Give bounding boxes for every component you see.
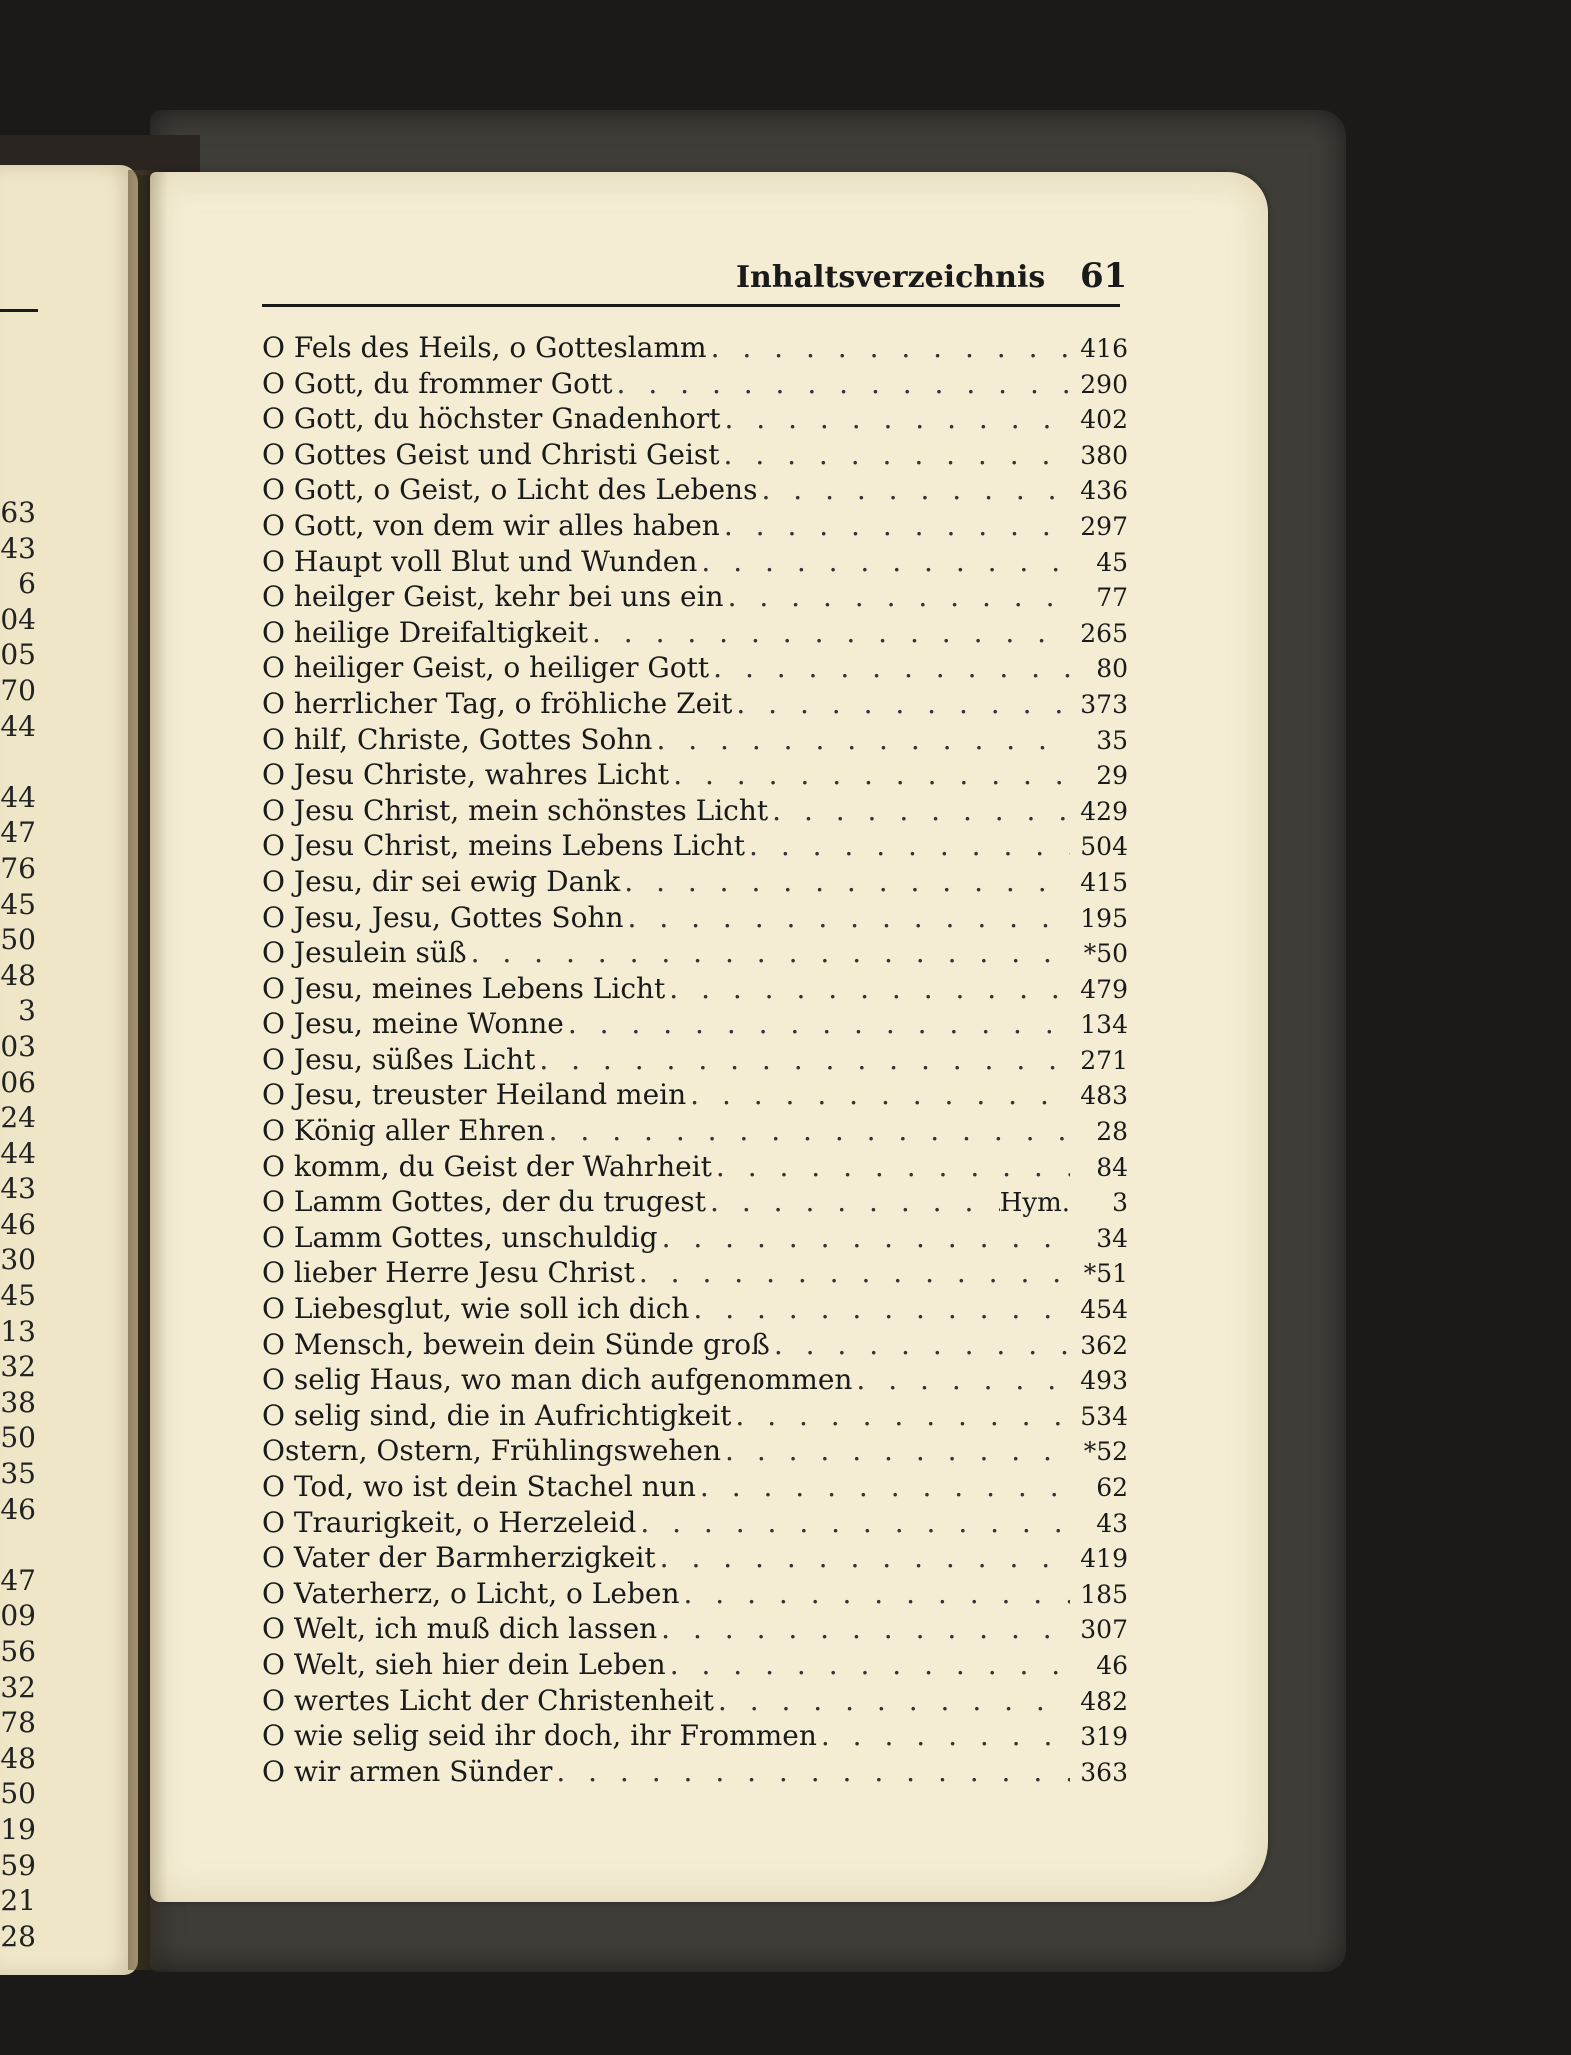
left-page-number: 56 bbox=[0, 1635, 36, 1668]
index-entry bbox=[262, 579, 1128, 615]
left-page-number bbox=[0, 1527, 36, 1563]
entry-hymn-number: 504 bbox=[1080, 832, 1128, 862]
entry-hymn-number: 290 bbox=[1080, 369, 1128, 399]
entry-hymn-number: 84 bbox=[1096, 1152, 1128, 1182]
dot-leader bbox=[757, 472, 1070, 508]
left-page-number: 48 bbox=[0, 1741, 36, 1775]
dot-leader bbox=[707, 330, 1070, 366]
left-page-number: 43 bbox=[0, 1172, 36, 1206]
entry-title: O Vater der Barmherzigkeit bbox=[262, 1541, 656, 1575]
index-entry bbox=[262, 650, 1128, 686]
left-page-number: 13 bbox=[0, 1314, 36, 1348]
index-entry bbox=[262, 615, 1128, 651]
index-entry bbox=[262, 935, 1128, 971]
entry-title: O Jesu, dir sei ewig Dank bbox=[262, 864, 621, 898]
entry-title: O heilger Geist, kehr bei uns ein bbox=[262, 580, 724, 614]
dot-leader bbox=[624, 900, 1070, 936]
index-entry bbox=[262, 544, 1128, 580]
entry-hymn-number: 416 bbox=[1080, 334, 1128, 363]
index-entry bbox=[262, 1149, 1128, 1185]
index-entry bbox=[262, 1576, 1128, 1612]
left-page bbox=[0, 165, 138, 1975]
entry-hymn-number: 380 bbox=[1080, 440, 1128, 470]
dot-leader bbox=[552, 1754, 1070, 1790]
entry-hymn-number: 185 bbox=[1080, 1579, 1128, 1609]
entry-hymn-number: 419 bbox=[1080, 1544, 1128, 1574]
entry-hymn-number: 134 bbox=[1080, 1010, 1128, 1040]
dot-leader bbox=[852, 1362, 1070, 1398]
dot-leader bbox=[636, 1505, 1070, 1541]
entry-title: O Gott, o Geist, o Licht des Lebens bbox=[262, 473, 758, 507]
left-page-number: 04 bbox=[0, 602, 36, 636]
index-entry bbox=[262, 1291, 1128, 1327]
entry-hymn-number: 373 bbox=[1080, 689, 1128, 719]
dot-leader bbox=[657, 1611, 1070, 1647]
entry-title: O Jesu Christe, wahres Licht bbox=[262, 758, 670, 792]
left-page-number: 47 bbox=[0, 1563, 36, 1597]
index-entry bbox=[262, 330, 1128, 366]
entry-title: O Jesu, süßes Licht bbox=[262, 1042, 536, 1076]
dot-leader bbox=[679, 1576, 1070, 1612]
entry-hymn-number: 62 bbox=[1096, 1473, 1128, 1502]
index-entry bbox=[262, 1540, 1128, 1576]
dot-leader bbox=[714, 1683, 1070, 1719]
index-entry bbox=[262, 1754, 1128, 1790]
index-entry bbox=[262, 793, 1128, 829]
header-rule bbox=[262, 304, 1120, 307]
entry-hymn-number: 34 bbox=[1096, 1223, 1128, 1253]
entry-title: O heiliger Geist, o heiliger Gott bbox=[262, 651, 710, 685]
left-page-number: 3 bbox=[18, 994, 36, 1028]
left-page-number: 59 bbox=[0, 1848, 36, 1882]
entry-title: O Liebesglut, wie soll ich dich bbox=[262, 1292, 690, 1326]
entry-hymn-number: 436 bbox=[1080, 476, 1128, 506]
dot-leader bbox=[635, 1255, 1070, 1291]
left-page-number: 47 bbox=[0, 816, 36, 850]
entry-title: O Tod, wo ist dein Stachel nun bbox=[262, 1470, 696, 1503]
entry-title: O Jesu, Jesu, Gottes Sohn bbox=[262, 900, 624, 934]
dot-leader bbox=[535, 1042, 1070, 1078]
dot-leader bbox=[652, 722, 1070, 758]
index-entry bbox=[262, 1184, 1128, 1220]
entry-title: O Jesu, treuster Heiland mein bbox=[262, 1078, 687, 1112]
dot-leader bbox=[770, 1327, 1070, 1363]
dot-leader bbox=[665, 971, 1070, 1007]
entry-hymn-number: 307 bbox=[1080, 1615, 1128, 1645]
dot-leader bbox=[620, 864, 1070, 900]
entry-title: O König aller Ehren bbox=[262, 1114, 545, 1148]
entry-hymn-number: 454 bbox=[1080, 1295, 1128, 1325]
entry-hymn-number: 297 bbox=[1080, 511, 1128, 541]
index-entry bbox=[262, 1327, 1128, 1363]
entry-hymn-number: 195 bbox=[1080, 903, 1128, 933]
dot-leader bbox=[545, 1113, 1070, 1149]
left-page-number: 05 bbox=[0, 638, 36, 672]
entry-title: O wie selig seid ihr doch, ihr Frommen bbox=[262, 1719, 817, 1753]
dot-leader bbox=[697, 544, 1070, 580]
left-page-number: 44 bbox=[0, 709, 36, 743]
entry-hymn-number: *52 bbox=[1083, 1437, 1128, 1467]
index-entry bbox=[262, 1362, 1128, 1398]
left-page-number: 50 bbox=[0, 1777, 36, 1811]
entry-title: O heilige Dreifaltigkeit bbox=[262, 615, 588, 649]
left-page-number: 19 bbox=[0, 1812, 36, 1846]
entry-hymn-number: 80 bbox=[1096, 654, 1128, 684]
entry-hymn-number: 363 bbox=[1080, 1757, 1128, 1787]
page-number: 61 bbox=[1080, 256, 1128, 296]
left-page-number: 63 bbox=[0, 496, 36, 529]
dot-leader bbox=[732, 686, 1070, 722]
index-entry bbox=[262, 686, 1128, 722]
entry-suffix: Hym. bbox=[999, 1188, 1070, 1219]
dot-leader bbox=[721, 1433, 1070, 1469]
index-entry bbox=[262, 722, 1128, 758]
index-entry bbox=[262, 508, 1128, 544]
entry-hymn-number: 362 bbox=[1080, 1330, 1128, 1360]
dot-leader bbox=[768, 793, 1070, 829]
entry-title: O lieber Herre Jesu Christ bbox=[262, 1256, 635, 1290]
entry-hymn-number: 415 bbox=[1080, 867, 1128, 897]
dot-leader bbox=[712, 1149, 1070, 1185]
left-page-number: 43 bbox=[0, 531, 36, 565]
left-page-number: 6 bbox=[18, 567, 36, 601]
left-page-number: 21 bbox=[0, 1884, 36, 1918]
entry-hymn-number: 482 bbox=[1080, 1686, 1128, 1716]
index-entry bbox=[262, 472, 1128, 508]
left-page-number: 78 bbox=[0, 1706, 36, 1740]
entry-title: O Jesu Christ, meins Lebens Licht bbox=[262, 829, 746, 863]
left-page-number: 50 bbox=[0, 923, 36, 957]
dot-leader bbox=[720, 437, 1070, 473]
dot-leader bbox=[745, 828, 1070, 864]
left-page-number: 30 bbox=[0, 1243, 36, 1277]
entry-title: O Traurigkeit, o Herzeleid bbox=[262, 1505, 637, 1539]
entry-hymn-number: 3 bbox=[1112, 1188, 1128, 1218]
dot-leader bbox=[669, 757, 1070, 793]
entry-hymn-number: 493 bbox=[1080, 1366, 1128, 1396]
left-page-number: 46 bbox=[0, 1207, 36, 1241]
index-entry bbox=[262, 1077, 1128, 1113]
index-entry bbox=[262, 1042, 1128, 1078]
entry-hymn-number: 319 bbox=[1080, 1722, 1128, 1752]
left-page-numbers bbox=[0, 495, 36, 1954]
index-entry bbox=[262, 1006, 1128, 1042]
dot-leader bbox=[613, 366, 1070, 402]
entry-title: O herrlicher Tag, o fröhliche Zeit bbox=[262, 686, 733, 720]
left-page-number: 44 bbox=[0, 780, 36, 814]
entry-title: O hilf, Christe, Gottes Sohn bbox=[262, 722, 653, 756]
running-title: Inhaltsverzeichnis bbox=[736, 260, 1046, 295]
entry-hymn-number: *51 bbox=[1083, 1259, 1128, 1289]
dot-leader bbox=[709, 650, 1070, 686]
index-entry bbox=[262, 401, 1128, 437]
left-page-number: 50 bbox=[0, 1421, 36, 1455]
entry-title: O komm, du Geist der Wahrheit bbox=[262, 1149, 712, 1183]
entry-title: O Gottes Geist und Christi Geist bbox=[262, 437, 720, 471]
index-entry bbox=[262, 437, 1128, 473]
entry-title: Ostern, Ostern, Frühlingswehen bbox=[262, 1434, 722, 1468]
entry-title: O selig sind, die in Aufrichtigkeit bbox=[262, 1398, 732, 1432]
entry-title: O Jesu Christ, mein schönstes Licht bbox=[262, 793, 769, 827]
index-entry bbox=[262, 757, 1128, 793]
entry-title: O Gott, von dem wir alles haben bbox=[262, 508, 720, 542]
entry-hymn-number: 29 bbox=[1096, 761, 1128, 791]
index-entry bbox=[262, 1255, 1128, 1291]
left-page-number: 45 bbox=[0, 1279, 36, 1313]
index-entry bbox=[262, 1647, 1128, 1683]
left-page-number: 38 bbox=[0, 1385, 36, 1419]
entry-title: O Jesu, meines Lebens Licht bbox=[262, 971, 666, 1005]
left-page-number: 09 bbox=[0, 1599, 36, 1633]
entry-hymn-number: 479 bbox=[1080, 974, 1128, 1004]
entry-title: O wir armen Sünder bbox=[262, 1754, 553, 1788]
entry-title: O wertes Licht der Christenheit bbox=[262, 1683, 714, 1717]
dot-leader bbox=[731, 1398, 1070, 1434]
entry-hymn-number: 483 bbox=[1080, 1081, 1128, 1111]
entry-title: O Gott, du höchster Gnadenhort bbox=[262, 402, 721, 436]
index-entry bbox=[262, 1220, 1128, 1256]
entry-hymn-number: 45 bbox=[1096, 547, 1128, 577]
left-page-number: 70 bbox=[0, 673, 36, 707]
left-page-number: 32 bbox=[0, 1670, 36, 1704]
entry-hymn-number: 43 bbox=[1096, 1508, 1128, 1538]
entry-hymn-number: 46 bbox=[1096, 1650, 1128, 1680]
left-page-number: 28 bbox=[0, 1919, 36, 1953]
entry-hymn-number: 429 bbox=[1080, 796, 1128, 826]
index-entry bbox=[262, 971, 1128, 1007]
dot-leader bbox=[656, 1540, 1070, 1576]
entry-title: O Haupt voll Blut und Wunden bbox=[262, 544, 698, 578]
dot-leader bbox=[686, 1077, 1070, 1113]
dot-leader bbox=[706, 1184, 1000, 1220]
index-entry bbox=[262, 900, 1128, 936]
left-page-number: 45 bbox=[0, 887, 36, 921]
entry-hymn-number: 265 bbox=[1080, 618, 1128, 648]
dot-leader bbox=[467, 935, 1070, 971]
left-page-number: 03 bbox=[0, 1029, 36, 1063]
entry-title: O selig Haus, wo man dich aufgenommen bbox=[262, 1363, 853, 1397]
entry-hymn-number: 35 bbox=[1096, 725, 1128, 755]
left-page-number: 44 bbox=[0, 1136, 36, 1170]
index-entry bbox=[262, 828, 1128, 864]
left-page-number: 32 bbox=[0, 1350, 36, 1384]
left-page-number: 48 bbox=[0, 958, 36, 992]
dot-leader bbox=[658, 1220, 1070, 1256]
index-entry bbox=[262, 1611, 1128, 1647]
left-page-number: 35 bbox=[0, 1457, 36, 1491]
entry-hymn-number: 534 bbox=[1080, 1401, 1128, 1431]
index-entry bbox=[262, 864, 1128, 900]
dot-leader bbox=[720, 401, 1070, 437]
entry-title: O Lamm Gottes, der du trugest bbox=[262, 1185, 707, 1219]
index-entry bbox=[262, 366, 1128, 402]
entry-title: O Welt, ich muß dich lassen bbox=[262, 1612, 658, 1646]
index-list bbox=[262, 330, 1128, 1789]
entry-hymn-number: 28 bbox=[1096, 1117, 1128, 1147]
dot-leader bbox=[817, 1718, 1070, 1754]
entry-title: O Lamm Gottes, unschuldig bbox=[262, 1220, 658, 1254]
entry-title: O Jesu, meine Wonne bbox=[262, 1007, 564, 1041]
left-page-number bbox=[0, 744, 36, 780]
index-entry bbox=[262, 1505, 1128, 1541]
entry-title: O Mensch, bewein dein Sünde groß bbox=[262, 1327, 770, 1361]
entry-title: O Gott, du frommer Gott bbox=[262, 366, 613, 400]
left-page-number: 46 bbox=[0, 1492, 36, 1526]
left-page-number: 06 bbox=[0, 1065, 36, 1099]
index-entry bbox=[262, 1718, 1128, 1754]
dot-leader bbox=[564, 1006, 1070, 1042]
dot-leader bbox=[724, 579, 1070, 615]
dot-leader bbox=[689, 1291, 1070, 1327]
left-page-number: 24 bbox=[0, 1101, 36, 1135]
entry-hymn-number: 271 bbox=[1080, 1045, 1128, 1075]
dot-leader bbox=[666, 1647, 1070, 1683]
dot-leader bbox=[720, 508, 1070, 544]
left-header-rule bbox=[0, 309, 38, 312]
index-entry bbox=[262, 1469, 1128, 1505]
dot-leader bbox=[588, 615, 1070, 651]
entry-title: O Welt, sieh hier dein Leben bbox=[262, 1647, 666, 1681]
index-entry bbox=[262, 1683, 1128, 1719]
entry-hymn-number: 402 bbox=[1080, 405, 1128, 435]
entry-hymn-number: *50 bbox=[1083, 939, 1128, 969]
index-entry bbox=[262, 1433, 1128, 1469]
dot-leader bbox=[696, 1469, 1070, 1505]
left-page-number: 76 bbox=[0, 851, 36, 885]
entry-hymn-number: 77 bbox=[1096, 583, 1128, 613]
entry-title: O Fels des Heils, o Gotteslamm bbox=[262, 331, 707, 364]
index-entry bbox=[262, 1113, 1128, 1149]
entry-title: O Vaterherz, o Licht, o Leben bbox=[262, 1576, 680, 1610]
index-entry bbox=[262, 1398, 1128, 1434]
entry-title: O Jesulein süß bbox=[262, 936, 467, 970]
gutter-shadow bbox=[128, 170, 168, 1970]
